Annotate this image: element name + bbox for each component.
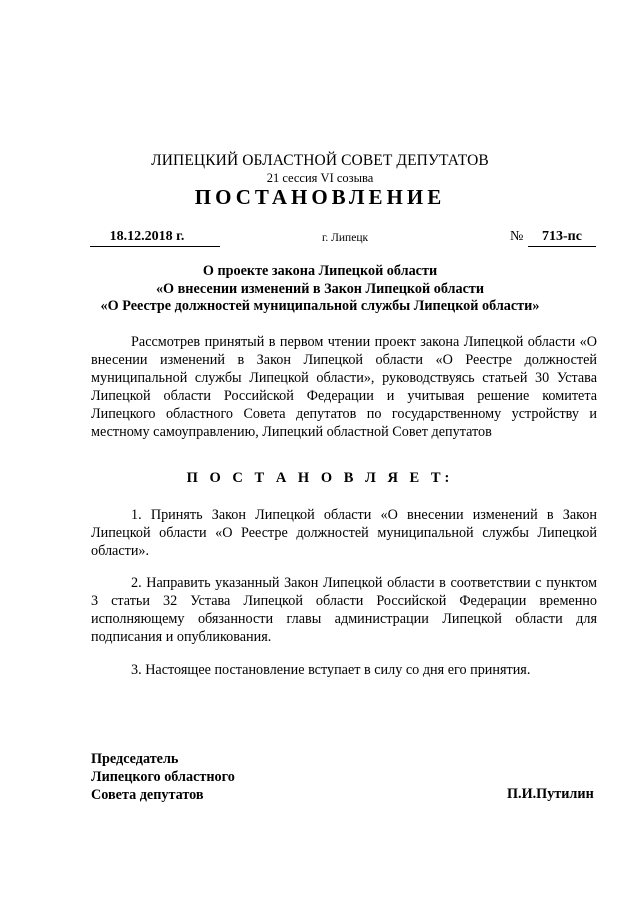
signatory-title-line: Липецкого областного xyxy=(91,769,235,785)
document-subject xyxy=(0,263,640,316)
subject-line: «О внесении изменений в Закон Липецкой области xyxy=(155,280,485,297)
session-info: 21 сессия VI созыва xyxy=(266,171,374,185)
resolves-heading: П О С Т А Н О В Л Я Е Т: xyxy=(186,470,454,486)
subject-line: «О Реестре должностей муниципальной службы Липецкой области» xyxy=(100,298,540,314)
document-number: 713-пс xyxy=(528,229,596,247)
resolution-item-2: 2. Направить указанный Закон Липецкой области в соответствии с пунктом 3 статьи 32 Устава Липецкой области Российской Федерации временно исполняющему обязанности главы администрации Липецкой области для подписания и опубликования. xyxy=(91,575,597,645)
number-sign: № xyxy=(510,229,524,244)
signatory-name: П.И.Путилин xyxy=(507,786,594,802)
signatory-title-line: Совета депутатов xyxy=(91,787,204,803)
resolution-item-1: 1. Принять Закон Липецкой области «О внесении изменений в Закон Липецкой области «О Реестре должностей муниципальной службы Липецкой области». xyxy=(91,507,597,559)
subject-line: О проекте закона Липецкой области xyxy=(202,263,438,279)
resolution-item-3: 3. Настоящее постановление вступает в силу со дня его принятия. xyxy=(131,662,531,678)
document-type-title: ПОСТАНОВЛЕНИЕ xyxy=(194,185,446,209)
signatory-title-line: Председатель xyxy=(91,751,179,767)
organization-name: ЛИПЕЦКИЙ ОБЛАСТНОЙ СОВЕТ ДЕПУТАТОВ xyxy=(151,152,489,169)
document-city: г. Липецк xyxy=(321,232,369,244)
signatory-title xyxy=(91,750,235,804)
date-number-line xyxy=(0,229,640,251)
document-date: 18.12.2018 г. xyxy=(90,229,220,247)
intro-paragraph: Рассмотрев принятый в первом чтении проект закона Липецкой области «О внесении изменений в Закон Липецкой области «О Реестре должностей муниципальной службы Липецкой области», руководствуясь статьей 30 Устава Липецкой области Российской Федерации и учитывая решение комитета Липецкого областного Совета депутатов по государственному устройству и местному самоуправлению, Липецкий областной Совет депутатов xyxy=(91,334,597,440)
